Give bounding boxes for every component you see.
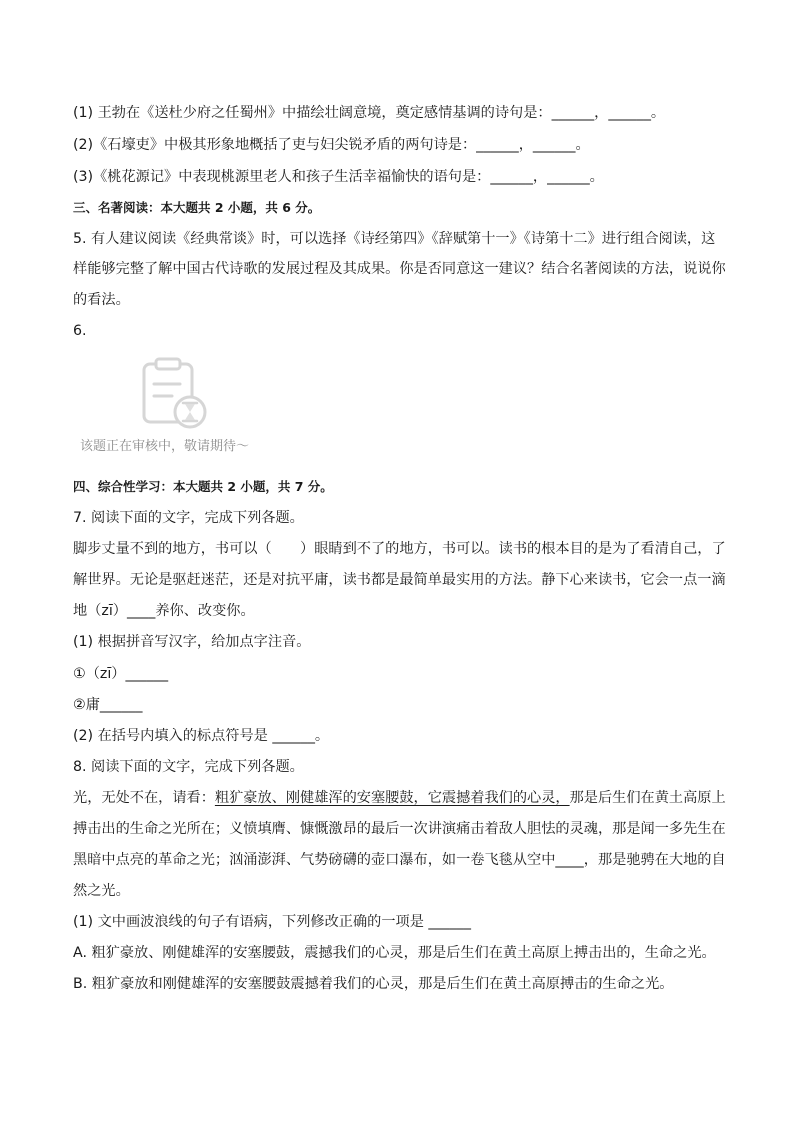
q7-intro: 7. 阅读下面的文字，完成下列各题。 [73, 510, 304, 526]
section-3-heading: 三、名著阅读：本大题共 2 小题，共 6 分。 [73, 200, 321, 215]
q8-line-1-plain: 光，无处不在，请看： [73, 790, 215, 806]
q7-paragraph-line-1: 脚步丈量不到的地方，书可以（ ）眼睛到不了的地方，书可以。读书的根本目的是为了看清自己，了 [73, 541, 726, 557]
q7-sub-1-a: ①（zī）______ [73, 666, 169, 682]
question-under-review-placeholder [78, 356, 278, 460]
q7-paragraph-line-2: 解世界。无论是驱赶迷茫，还是对抗平庸，读书都是最简单最实用的方法。静下心来读书，它会一点一滴 [73, 572, 726, 588]
q8-paragraph-line-3: 黑暗中点亮的革命之光；汹涌澎湃、气势磅礴的壶口瀑布，如一卷飞毯从空中____，那是驰骋在大地的自 [73, 852, 726, 868]
placeholder-message: 该题正在审核中，敬请期待～ [80, 439, 250, 454]
q8-paragraph-line-1 [73, 788, 733, 808]
q5-line-3: 的看法。 [73, 292, 130, 308]
q7-sub-1: (1) 根据拼音写汉字，给加点字注音。 [73, 634, 311, 650]
q7-paragraph-line-3: 地（zī）____养你、改变你。 [73, 603, 255, 619]
q6-number: 6. [73, 323, 87, 339]
q8-paragraph-line-2: 搏击出的生命之光所在；义愤填膺、慷慨激昂的最后一次讲演痛击着敌人胆怯的灵魂，那是闻一多先生在 [73, 821, 726, 837]
q5-line-1: 5. 有人建议阅读《经典常谈》时，可以选择《诗经第四》《辞赋第十一》《诗第十二》进行组合阅读，这 [73, 231, 716, 247]
q8-intro: 8. 阅读下面的文字，完成下列各题。 [73, 759, 304, 775]
q7-sub-1-b: ②庸______ [73, 697, 143, 713]
q5-line-2: 样能够完整了解中国古代诗歌的发展过程及其成果。你是否同意这一建议？结合名著阅读的方法，说说你 [73, 261, 726, 277]
q8-line-1-rest: 那是后生们在黄土高原上 [569, 790, 726, 806]
q4-item-3: (3)《桃花源记》中表现桃源里老人和孩子生活幸福愉快的语句是：______，______。 [73, 169, 604, 185]
q8-paragraph-line-4: 然之光。 [73, 883, 130, 899]
q4-item-1: (1) 王勃在《送杜少府之任蜀州》中描绘壮阔意境，奠定感情基调的诗句是：______，______。 [73, 105, 666, 121]
section-4-heading: 四、综合性学习：本大题共 2 小题，共 7 分。 [73, 479, 333, 494]
q7-sub-2: (2) 在括号内填入的标点符号是 ______。 [73, 728, 330, 744]
clipboard-hourglass-icon [140, 356, 210, 432]
q4-item-2: (2)《石壕吏》中极其形象地概括了吏与妇尖锐矛盾的两句诗是：______，______。 [73, 137, 590, 153]
q8-sub-1: (1) 文中画波浪线的句子有语病，下列修改正确的一项是 ______ [73, 914, 471, 930]
q8-option-b: B. 粗犷豪放和刚健雄浑的安塞腰鼓震撼着我们的心灵，那是后生们在黄土高原搏击的生命之光。 [73, 976, 674, 992]
q8-wavy-underlined-sentence: 粗犷豪放、刚健雄浑的安塞腰鼓，它震撼着我们的心灵， [214, 790, 570, 806]
q8-option-a: A. 粗犷豪放、刚健雄浑的安塞腰鼓，震撼我们的心灵，那是后生们在黄土高原上搏击出的，生命之光。 [73, 945, 716, 961]
